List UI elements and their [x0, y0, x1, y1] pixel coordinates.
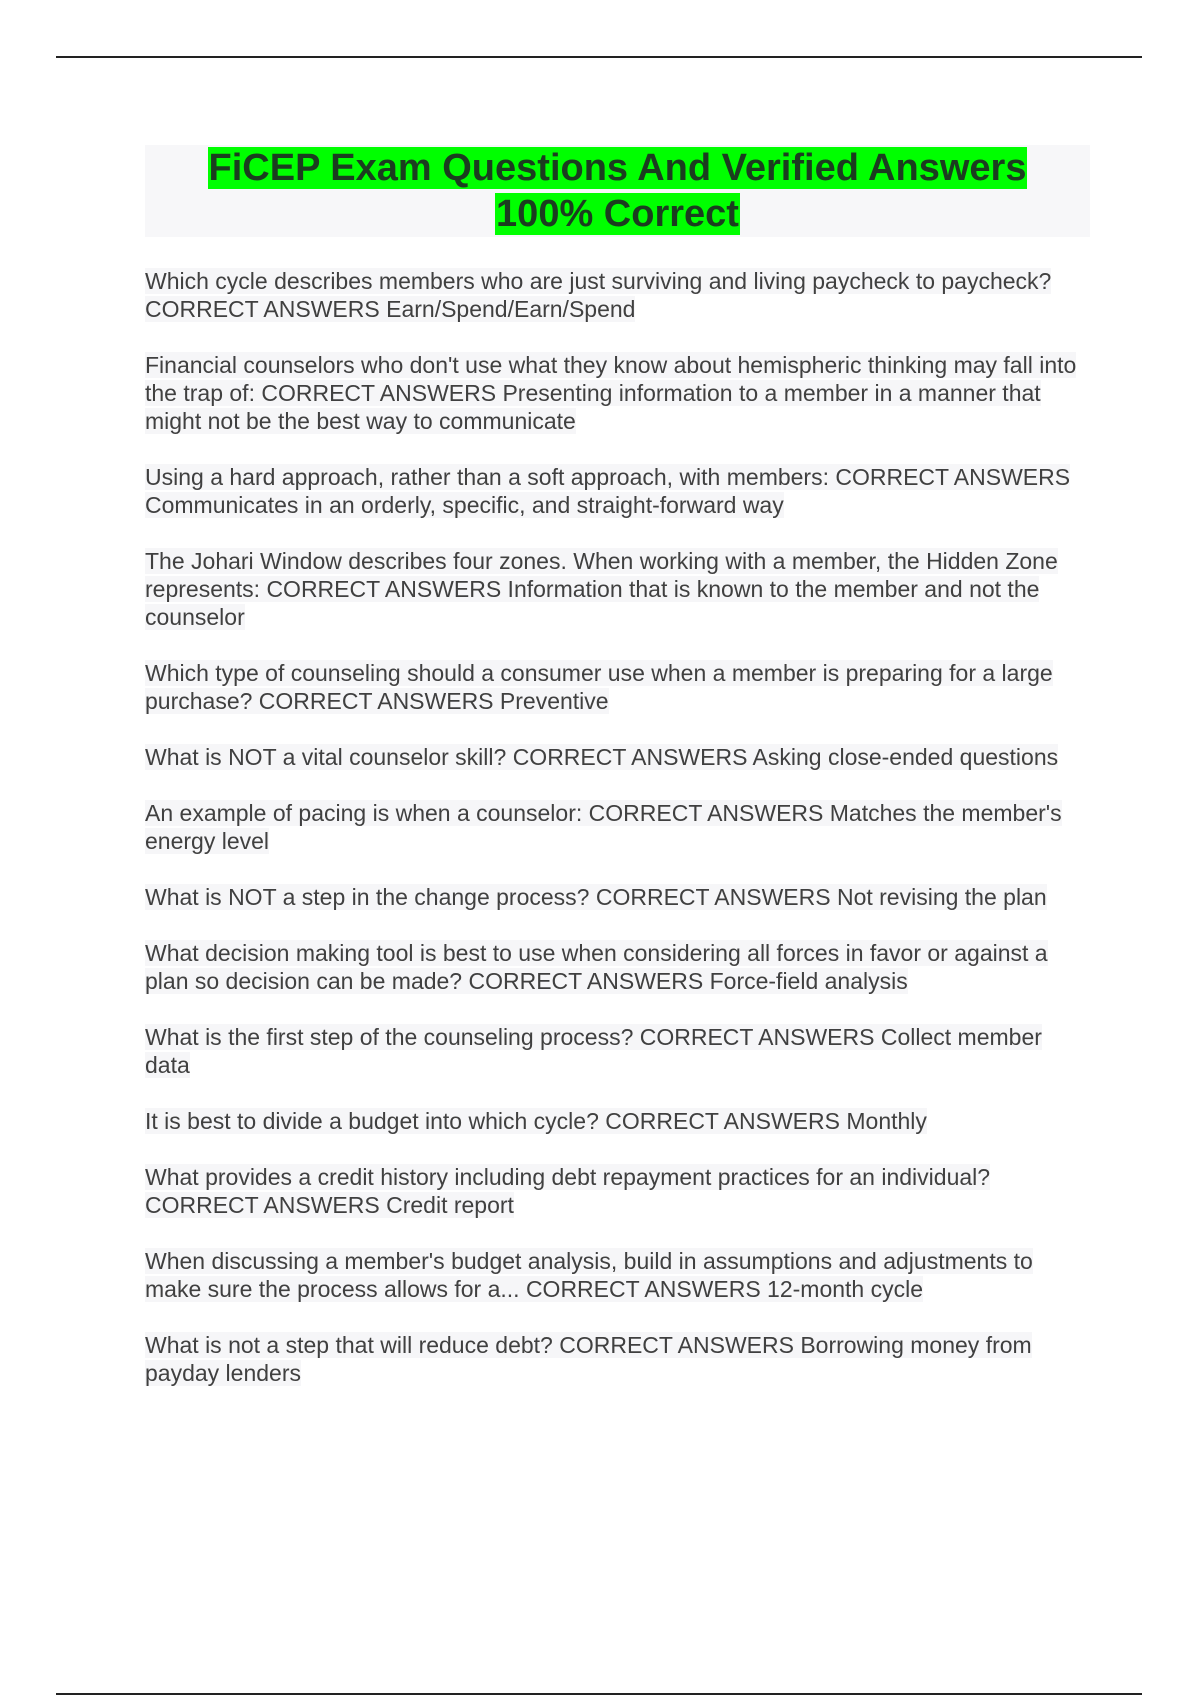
top-rule — [56, 56, 1142, 58]
qa-item: Which type of counseling should a consumer use when a member is preparing for a large purchase? CORRECT ANSWERS Preventive — [145, 660, 1053, 714]
bottom-rule — [56, 1693, 1142, 1695]
qa-item: What provides a credit history including debt repayment practices for an individual? CORRECT ANSWERS Credit report — [145, 1164, 991, 1218]
qa-item: What is not a step that will reduce debt? CORRECT ANSWERS Borrowing money from payday lenders — [145, 1332, 1032, 1386]
qa-item: Financial counselors who don't use what they know about hemispheric thinking may fall into the trap of: CORRECT ANSWERS Presenting information to a member in a manner that might not be the best way to communicate — [145, 352, 1077, 434]
qa-item: Which cycle describes members who are just surviving and living paycheck to paycheck? CORRECT ANSWERS Earn/Spend/Earn/Spend — [145, 268, 1052, 322]
qa-item: When discussing a member's budget analysis, build in assumptions and adjustments to make sure the process allows for a... CORRECT ANSWERS 12-month cycle — [145, 1248, 1033, 1302]
qa-item: It is best to divide a budget into which cycle? CORRECT ANSWERS Monthly — [145, 1108, 927, 1134]
document-title — [155, 145, 1080, 237]
qa-item: What decision making tool is best to use when considering all forces in favor or against a plan so decision can be made? CORRECT ANSWERS Force-field analysis — [145, 940, 1048, 994]
qa-item: What is NOT a vital counselor skill? CORRECT ANSWERS Asking close-ended questions — [145, 744, 1059, 770]
document-body — [145, 145, 1090, 1415]
qa-item: What is NOT a step in the change process? CORRECT ANSWERS Not revising the plan — [145, 884, 1047, 910]
document-title-highlight: FiCEP Exam Questions And Verified Answers 100% Correct — [208, 147, 1027, 235]
qa-item: An example of pacing is when a counselor: CORRECT ANSWERS Matches the member's energy level — [145, 800, 1062, 854]
title-block — [145, 145, 1090, 237]
qa-item: What is the first step of the counseling process? CORRECT ANSWERS Collect member data — [145, 1024, 1042, 1078]
qa-list — [145, 267, 1090, 1387]
qa-item: The Johari Window describes four zones. When working with a member, the Hidden Zone represents: CORRECT ANSWERS Information that is known to the member and not the counselor — [145, 548, 1058, 630]
qa-item: Using a hard approach, rather than a soft approach, with members: CORRECT ANSWERS Communicates in an orderly, specific, and straight-forward way — [145, 464, 1071, 518]
